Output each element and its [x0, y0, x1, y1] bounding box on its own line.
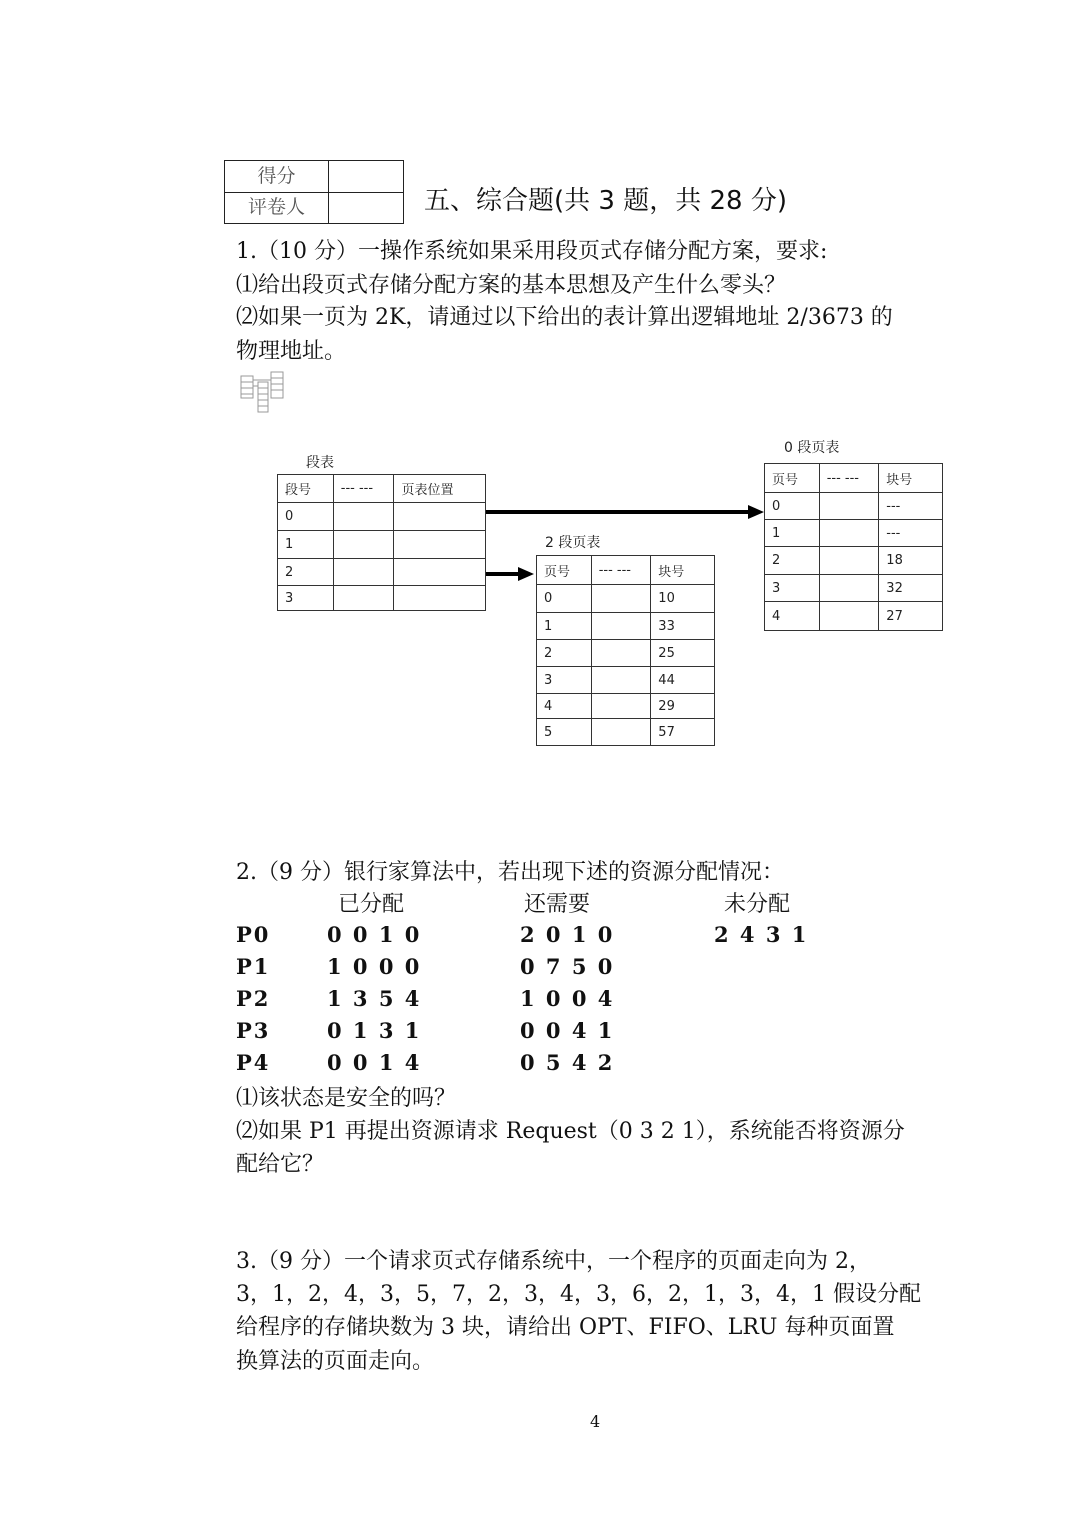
segment-number-cell: 1	[278, 531, 334, 559]
block-number-cell: ---	[879, 493, 943, 520]
table-row	[537, 585, 715, 613]
table-cell	[819, 493, 879, 520]
page-table-0-caption: 0 段页表	[784, 440, 840, 456]
block-number-cell: 29	[651, 694, 715, 719]
table-row	[537, 719, 715, 746]
table-cell	[591, 667, 651, 694]
table-cell	[591, 640, 651, 667]
page-table-2-caption: 2 段页表	[545, 535, 601, 551]
page-number-cell: 5	[537, 719, 592, 746]
table-row	[765, 520, 943, 547]
table-header-row	[278, 475, 486, 503]
header-cell: 页表位置	[394, 475, 486, 503]
block-number-cell: 44	[651, 667, 715, 694]
table-cell	[819, 575, 879, 602]
grader-row	[225, 192, 403, 223]
arrow-head-icon	[748, 505, 764, 519]
table-cell	[333, 586, 394, 611]
header-cell: --- ---	[819, 464, 879, 493]
q2-sub1: ⑴该状态是安全的吗？	[236, 1086, 457, 1111]
block-number-cell: 27	[879, 602, 943, 631]
available-value: 2 4 3 1	[714, 922, 809, 947]
q1-line2: ⑴给出段页式存储分配方案的基本思想及产生什么零头？	[236, 273, 787, 298]
page-number-cell: 0	[537, 585, 592, 613]
score-box	[224, 160, 404, 224]
table-row	[537, 613, 715, 640]
page-number-cell: 0	[765, 493, 820, 520]
table-cell	[819, 547, 879, 575]
table-cell	[394, 559, 486, 586]
page-table-0	[764, 463, 943, 631]
section-title: 五、综合题(共 3 题，共 28 分)	[424, 186, 787, 216]
block-number-cell: 10	[651, 585, 715, 613]
table-cell	[819, 520, 879, 547]
block-number-cell: ---	[879, 520, 943, 547]
table-row	[278, 503, 486, 531]
block-number-cell: 33	[651, 613, 715, 640]
score-row	[225, 161, 403, 193]
grader-label: 评卷人	[225, 192, 329, 223]
page-number-cell: 3	[765, 575, 820, 602]
q3-line3: 给程序的存储块数为 3 块，请给出 OPT、FIFO、LRU 每种页面置	[236, 1315, 895, 1340]
segment-table	[277, 474, 486, 611]
header-cell: 页号	[537, 556, 592, 585]
arrow-head-icon	[518, 567, 534, 581]
allocated-value: 0 0 1 0	[327, 922, 422, 947]
process-label: P0	[236, 922, 271, 947]
header-cell: --- ---	[591, 556, 651, 585]
available-header: 未分配	[724, 892, 791, 917]
need-value: 0 0 4 1	[520, 1018, 615, 1043]
allocated-value: 1 3 5 4	[327, 986, 422, 1011]
block-number-cell: 18	[879, 547, 943, 575]
table-cell	[333, 559, 394, 586]
table-row	[537, 667, 715, 694]
need-value: 0 7 5 0	[520, 954, 615, 979]
table-row	[765, 547, 943, 575]
table-row	[765, 575, 943, 602]
allocated-header: 已分配	[338, 892, 405, 917]
table-cell	[591, 719, 651, 746]
table-cell	[333, 531, 394, 559]
segment-number-cell: 2	[278, 559, 334, 586]
table-row	[537, 640, 715, 667]
header-cell: 块号	[879, 464, 943, 493]
header-cell: 段号	[278, 475, 334, 503]
segment-number-cell: 0	[278, 503, 334, 531]
table-row	[278, 586, 486, 611]
table-cell	[591, 613, 651, 640]
q2-sub2-line2: 配给它？	[236, 1152, 325, 1177]
q1-line3: ⑵如果一页为 2K，请通过以下给出的表计算出逻辑地址 2/3673 的	[236, 305, 893, 330]
table-row	[765, 493, 943, 520]
header-cell: 块号	[651, 556, 715, 585]
page-number-cell: 1	[537, 613, 592, 640]
page-number-cell: 2	[537, 640, 592, 667]
q2-sub2-line1: ⑵如果 P1 再提出资源请求 Request（0 3 2 1），系统能否将资源分	[236, 1119, 905, 1144]
block-number-cell: 25	[651, 640, 715, 667]
need-value: 2 0 1 0	[520, 922, 615, 947]
table-cell	[819, 602, 879, 631]
q1-line1: 1.（10 分）一操作系统如果采用段页式存储分配方案，要求:	[236, 239, 828, 264]
need-header: 还需要	[524, 892, 591, 917]
table-cell	[591, 694, 651, 719]
segment-table-caption: 段表	[306, 455, 334, 471]
table-row	[537, 694, 715, 719]
q1-line4: 物理地址。	[236, 339, 347, 364]
page-number-cell: 4	[537, 694, 592, 719]
block-number-cell: 57	[651, 719, 715, 746]
q3-line4: 换算法的页面走向。	[236, 1349, 435, 1374]
block-number-cell: 32	[879, 575, 943, 602]
arrow-to-segment2-pagetable	[486, 572, 518, 576]
table-cell	[333, 503, 394, 531]
table-cell	[591, 585, 651, 613]
page-table-2	[536, 555, 715, 746]
table-header-row	[537, 556, 715, 585]
arrow-to-segment0-pagetable	[486, 510, 748, 514]
score-label: 得分	[225, 161, 329, 192]
table-cell	[394, 586, 486, 611]
q3-line1: 3.（9 分）一个请求页式存储系统中，一个程序的页面走向为 2，	[236, 1249, 871, 1274]
page-number-cell: 3	[537, 667, 592, 694]
process-label: P1	[236, 954, 271, 979]
process-label: P3	[236, 1018, 271, 1043]
table-cell	[394, 531, 486, 559]
page-number-cell: 4	[765, 602, 820, 631]
image-thumbnail-icon	[240, 370, 284, 416]
header-cell: --- ---	[333, 475, 394, 503]
need-value: 1 0 0 4	[520, 986, 615, 1011]
table-row	[278, 559, 486, 586]
header-cell: 页号	[765, 464, 820, 493]
page-number-cell: 2	[765, 547, 820, 575]
page-number: 4	[590, 1412, 601, 1431]
segment-number-cell: 3	[278, 586, 334, 611]
table-row	[765, 602, 943, 631]
q3-line2: 3，1，2，4，3，5，7，2，3，4，3，6，2，1，3，4，1 假设分配	[236, 1282, 921, 1307]
allocated-value: 1 0 0 0	[327, 954, 422, 979]
table-header-row	[765, 464, 943, 493]
table-cell	[394, 503, 486, 531]
q2-intro: 2.（9 分）银行家算法中，若出现下述的资源分配情况：	[236, 860, 784, 885]
process-label: P4	[236, 1050, 271, 1075]
page-number-cell: 1	[765, 520, 820, 547]
allocated-value: 0 0 1 4	[327, 1050, 422, 1075]
need-value: 0 5 4 2	[520, 1050, 615, 1075]
table-row	[278, 531, 486, 559]
process-label: P2	[236, 986, 271, 1011]
allocated-value: 0 1 3 1	[327, 1018, 422, 1043]
